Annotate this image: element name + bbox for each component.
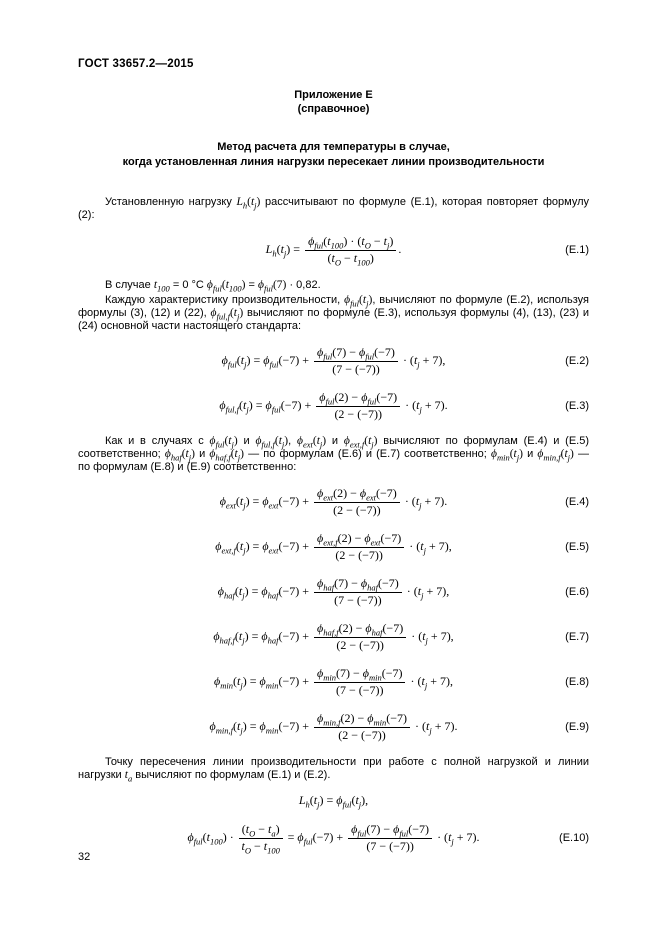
formula-e3: $\phi_{ful,f}(t_j) = \phi_{ful}(-7)$ + $\frac{\phi_{ful}(2) - \phi_{ful}(-7)}{(2 - (-7))}$ · $(t_j + 7)$.: [219, 389, 448, 421]
formula-lh-equals: $L_h(t_j) = \phi_{ful}(t_j)$,: [298, 792, 369, 809]
formula-row-e1: [78, 233, 589, 267]
formula-row-e10: [78, 821, 589, 855]
formula-e4: $\phi_{ext}(t_j) = \phi_{ext}(-7)$ + $\frac{\phi_{ext}(2) - \phi_{ext}(-7)}{(2 - (-7))}$ · $(t_j + 7)$.: [219, 485, 448, 517]
formula-label-e8: (Е.8): [565, 676, 589, 688]
paragraph-case-t100: В случае $t_{100} = 0$ °С $\phi_{ful}(t_{100}) = \phi_{ful}(7) \cdot 0,82$.: [105, 279, 321, 294]
formula-e7: $\phi_{haf,f}(t_j) = \phi_{haf}(-7)$ + $\frac{\phi_{haf,f}(2) - \phi_{haf}(-7)}{(2 - (-7))}$ · $(t_j + 7)$,: [213, 620, 454, 652]
formula-e1: $L_h(t_j)$ = $\frac{\phi_{ful}(t_{100}) \cdot (t_O - t_j)}{(t_O - t_{100})}$ .: [265, 233, 402, 267]
document-number: ГОСТ 33657.2—2015: [78, 58, 194, 70]
paragraph-characteristics: Каждую характеристику производительности, $\phi_{ful}(t_j)$, вычисляют по формуле (Е.2), используя формулы (3), (12) и (22), $\phi_{ful,f}(t_j)$ вычисляют по формуле (Е.3), используя формулы (4), (13), (23) и (24) основной части настоящего стандарта:: [78, 294, 589, 332]
page-number: 32: [78, 851, 91, 863]
formula-e6: $\phi_{haf}(t_j) = \phi_{haf}(-7)$ + $\frac{\phi_{haf}(7) - \phi_{haf}(-7)}{(7 - (-7))}$ · $(t_j + 7)$,: [217, 575, 450, 607]
appendix-note: (справочное): [297, 103, 370, 115]
formula-label-e7: (Е.7): [565, 631, 589, 643]
formula-row-e6: [78, 575, 589, 609]
formula-row-e3: [78, 389, 589, 423]
formula-e5: $\phi_{ext,f}(t_j) = \phi_{ext}(-7)$ + $\frac{\phi_{ext,f}(2) - \phi_{ext}(-7)}{(2 - (-7))}$ · $(t_j + 7)$,: [215, 530, 452, 562]
formula-row-e8: [78, 665, 589, 699]
formula-e8: $\phi_{min}(t_j) = \phi_{min}(-7)$ + $\frac{\phi_{min}(7) - \phi_{min}(-7)}{(7 - (-7))}$ · $(t_j + 7)$,: [214, 665, 453, 697]
formula-e9: $\phi_{min,f}(t_j) = \phi_{min}(-7)$ + $\frac{\phi_{min,f}(2) - \phi_{min}(-7)}{(2 - (-7))}$ · $(t_j + 7)$.: [209, 710, 458, 742]
formula-row-lh: [78, 790, 589, 810]
formula-row-e9: [78, 710, 589, 744]
section-title: Метод расчета для температуры в случае, когда установленная линия нагрузки пересекает линии производительности: [122, 141, 545, 168]
formula-label-e6: (Е.6): [565, 586, 589, 598]
formula-row-e7: [78, 620, 589, 654]
formula-row-e2: [78, 344, 589, 378]
formula-label-e2: (Е.2): [565, 355, 589, 367]
paragraph-cases: Как и в случаях с $\phi_{ful}(t_j)$ и $\phi_{ful,f}(t_j)$, $\phi_{ext}(t_j)$ и $\phi_{ext,f}(t_j)$ вычисляют по формулам (Е.4) и (Е.5) соответственно; $\phi_{haf}(t_j)$ и $\phi_{haf,f}(t_j)$ — по формулам (Е.6) и (Е.7) соответственно; $\phi_{min}(t_j)$ и $\phi_{min,f}(t_j)$ — по формулам (Е.8) и (Е.9) соответственно:: [78, 435, 589, 473]
formula-label-e1: (Е.1): [565, 244, 589, 256]
paragraph-intro: Установленную нагрузку $L_h(t_j)$ рассчитывают по формуле (Е.1), которая повторяет формулу (2):: [78, 196, 589, 221]
formula-e10: $\phi_{ful}(t_{100})$ · $\frac{(t_O - t_a)}{t_O - t_{100}}$ = $\phi_{ful}(-7)$ + $\frac{\phi_{ful}(7) - \phi_{ful}(-7)}{(7 - (-7))}$ · $(t_j + 7)$.: [187, 821, 480, 855]
formula-label-e10: (Е.10): [559, 832, 589, 844]
appendix-title: Приложение Е: [294, 89, 373, 101]
formula-label-e4: (Е.4): [565, 496, 589, 508]
formula-label-e3: (Е.3): [565, 400, 589, 412]
appendix-block: [78, 88, 589, 116]
formula-e2: $\phi_{ful}(t_j) = \phi_{ful}(-7)$ + $\frac{\phi_{ful}(7) - \phi_{ful}(-7)}{(7 - (-7))}$ · $(t_j + 7)$,: [221, 344, 446, 376]
formula-row-e4: [78, 485, 589, 519]
formula-row-e5: [78, 530, 589, 564]
paragraph-intersection: Точку пересечения линии производительности при работе с полной нагрузкой и линии нагрузки $t_a$ вычисляют по формулам (Е.1) и (Е.2).: [78, 756, 589, 784]
formula-label-e5: (Е.5): [565, 541, 589, 553]
formula-label-e9: (Е.9): [565, 721, 589, 733]
